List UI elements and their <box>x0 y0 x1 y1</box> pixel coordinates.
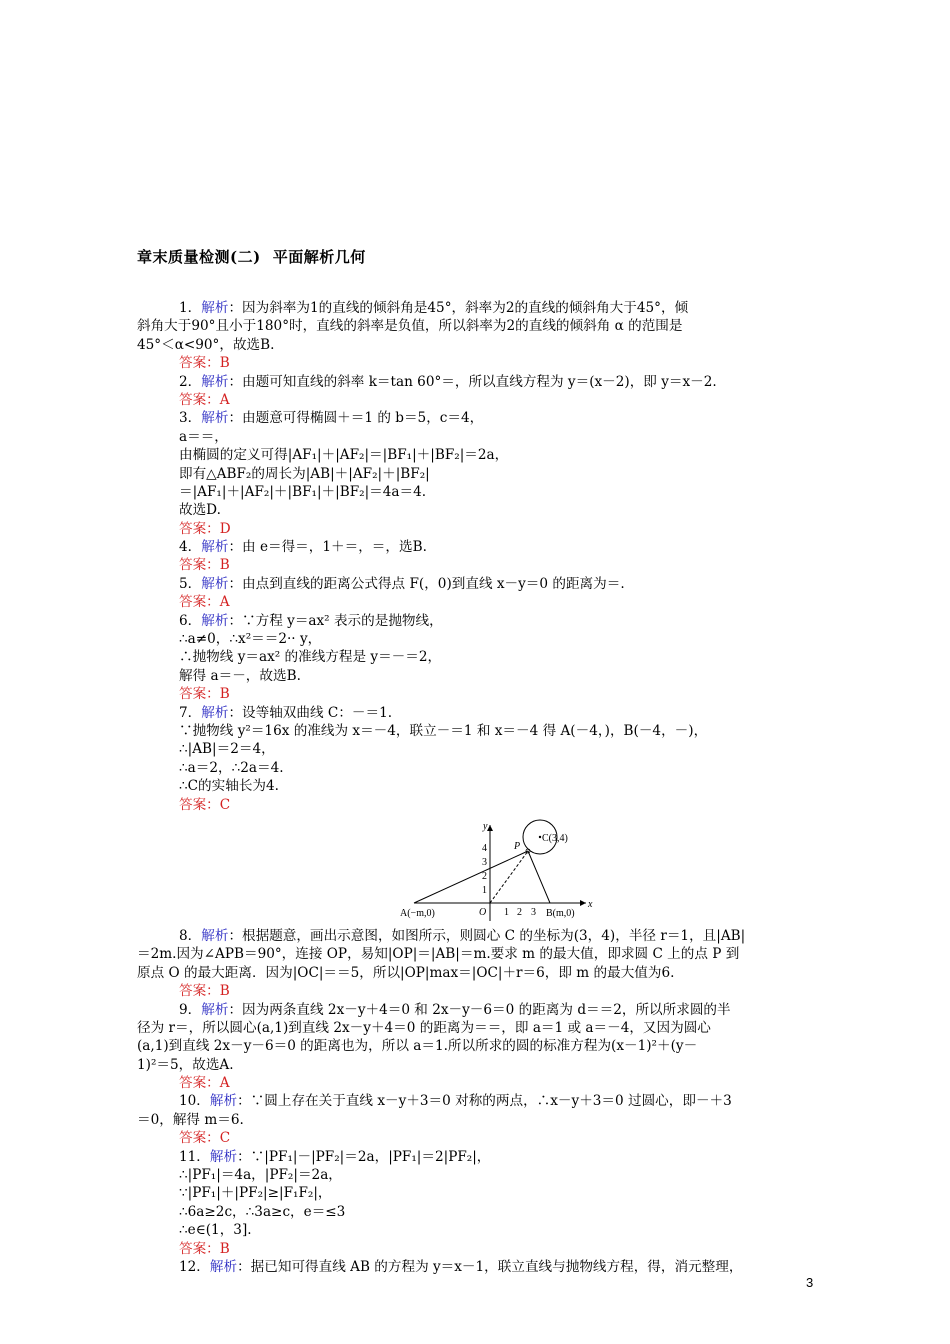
point-c-label: C(3,4) <box>542 832 568 844</box>
y-axis-arrow <box>487 825 493 831</box>
q10-line1: 10．解析：∵圆上存在关于直线 x－y＋3＝0 对称的两点，∴x－y＋3＝0 过圆心，即－＋3 <box>179 1093 732 1110</box>
q8-answer: 答案：B <box>179 983 230 1000</box>
q2-line1: 2．解析：由题可知直线的斜率 k＝tan 60°＝，所以直线方程为 y＝(x－2)，即 y＝x－2. <box>179 373 717 390</box>
q6-line4: 解得 a＝－，故选B. <box>179 667 301 684</box>
q5-line1: 5．解析：由点到直线的距离公式得点 F(，0)到直线 x－y＝0 的距离为＝. <box>179 575 625 592</box>
q1-line2: 斜角大于90°且小于180°时，直线的斜率是负值，所以斜率为2的直线的倾斜角 α 的范围是 <box>137 318 683 335</box>
jiexi-label: 解析 <box>201 612 229 629</box>
q9-line4: 1)²＝5，故选A. <box>137 1056 234 1073</box>
q11-line2: ∴|PF₁|＝4a，|PF₂|＝2a， <box>179 1167 342 1184</box>
jiexi-label: 解析 <box>209 1258 238 1275</box>
q9-answer: 答案：A <box>179 1075 230 1092</box>
jiexi-label: 解析 <box>201 1001 229 1018</box>
q9-line3: (a,1)到直线 2x－y－6＝0 的距离也为，所以 a＝1.所以所求的圆的标准方程为(x－1)²＋(y－ <box>137 1038 698 1055</box>
origin-label: O <box>479 906 487 918</box>
q6-line2: ∴a≠0，∴x²＝＝2·· y， <box>179 631 322 648</box>
y-tick-2: 2 <box>482 870 487 882</box>
q3-line3: 由椭圆的定义可得|AF₁|＋|AF₂|＝|BF₁|＋|BF₂|＝2a， <box>179 447 509 464</box>
q3-line1: 3．解析：由题意可得椭圆＋＝1 的 b＝5，c＝4， <box>179 410 484 427</box>
q11-line4: ∴6a≥2c，∴3a≥c，e＝≤3 <box>179 1203 346 1220</box>
page-number: 3 <box>806 1275 814 1290</box>
y-tick-1: 1 <box>482 884 487 896</box>
point-a-label: A(−m,0) <box>400 907 435 919</box>
coordinate-diagram <box>400 819 600 925</box>
q6-answer: 答案：B <box>179 686 230 703</box>
q4-answer: 答案：B <box>179 557 230 574</box>
q11-line3: ∵|PF₁|＋|PF₂|≥|F₁F₂|， <box>179 1185 332 1202</box>
q12-line1: 12．解析：据已知可得直线 AB 的方程为 y＝x－1，联立直线与抛物线方程，得，消元整理， <box>179 1258 743 1275</box>
q3-answer: 答案：D <box>179 520 231 537</box>
q4-line1: 4．解析：由 e＝得＝，1＋＝，＝，选B. <box>179 539 427 556</box>
jiexi-label: 解析 <box>201 575 229 592</box>
jiexi-label: 解析 <box>209 1148 238 1165</box>
q7-line4: ∴a＝2，∴2a＝4. <box>179 759 284 776</box>
q9-line1: 9．解析：因为两条直线 2x－y＋4＝0 和 2x－y－6＝0 的距离为 d＝＝2，所以所求圆的半 <box>179 1001 731 1018</box>
jiexi-label: 解析 <box>201 927 229 944</box>
x-tick-1: 1 <box>504 906 509 918</box>
jiexi-label: 解析 <box>209 1093 238 1110</box>
q1-answer: 答案：B <box>179 355 230 372</box>
title-main: 章末质量检测(二) <box>137 248 261 266</box>
solutions-body <box>137 299 817 1276</box>
q2-answer: 答案：A <box>179 391 230 408</box>
q1-line3: 45°＜α<90°，故选B. <box>137 336 275 353</box>
q8-line3: 原点 O 的最大距离．因为|OC|＝＝5，所以|OP|max＝|OC|＋r＝6，即 m 的最大值为6. <box>137 964 675 981</box>
point-p-label: P <box>514 840 521 852</box>
q7-line3: ∴|AB|＝2＝4， <box>179 741 275 758</box>
q6-line1: 6．解析：∵方程 y＝ax² 表示的是抛物线， <box>179 612 443 629</box>
q8-line1: 8．解析：根据题意，画出示意图，如图所示，则圆心 C 的坐标为(3，4)，半径 r＝1，且|AB| <box>179 927 746 944</box>
jiexi-label: 解析 <box>201 704 229 721</box>
q8-line2: ＝2m.因为∠APB＝90°，连接 OP，易知|OP|＝|AB|＝m.要求 m 的最大值，即求圆 C 上的点 P 到 <box>137 946 740 963</box>
jiexi-label: 解析 <box>201 539 229 556</box>
x-axis-arrow <box>580 900 586 906</box>
q3-line5: ＝|AF₁|＋|AF₂|＋|BF₁|＋|BF₂|＝4a＝4. <box>179 483 427 500</box>
jiexi-label: 解析 <box>201 300 229 316</box>
y-tick-4: 4 <box>482 842 487 854</box>
q3-line4: 即有△ABF₂的周长为|AB|＋|AF₂|＋|BF₂| <box>179 465 430 482</box>
title-sub: 平面解析几何 <box>272 248 366 266</box>
y-tick-3: 3 <box>482 856 487 868</box>
jiexi-label: 解析 <box>201 373 229 390</box>
q7-line1: 7．解析：设等轴双曲线 C：－＝1. <box>179 704 393 721</box>
jiexi-label: 解析 <box>201 410 229 427</box>
x-tick-2: 2 <box>517 906 522 918</box>
x-axis-label: x <box>588 898 593 910</box>
line-op-dashed <box>490 851 528 903</box>
point-c-dot <box>539 836 541 838</box>
q11-line5: ∴e∈(1，3]. <box>179 1222 252 1239</box>
y-axis-label: y <box>483 820 488 832</box>
geometry-figure <box>137 819 817 925</box>
line-pb <box>528 851 550 903</box>
q7-line5: ∴C的实轴长为4. <box>179 778 279 795</box>
line-ap <box>414 851 528 903</box>
q3-line6: 故选D. <box>179 502 221 519</box>
section-title <box>137 246 366 267</box>
q11-answer: 答案：B <box>179 1240 230 1257</box>
q9-line2: 径为 r＝，所以圆心(a,1)到直线 2x－y＋4＝0 的距离为＝＝，即 a＝1 或 a＝－4，又因为圆心 <box>137 1019 711 1036</box>
q3-line2: a＝＝， <box>179 428 228 445</box>
x-tick-3: 3 <box>531 906 536 918</box>
q10-line2: ＝0，解得 m＝6. <box>137 1111 244 1128</box>
q6-line3: ∴抛物线 y＝ax² 的准线方程是 y＝－＝2， <box>179 649 442 666</box>
point-b-label: B(m,0) <box>546 907 575 919</box>
q5-answer: 答案：A <box>179 594 230 611</box>
q1-line1: 1．解析：因为斜率为1的直线的倾斜角是45°，斜率为2的直线的倾斜角大于45°，倾 <box>179 300 689 316</box>
q10-answer: 答案：C <box>179 1130 231 1147</box>
q7-line2: ∵抛物线 y²＝16x 的准线为 x＝－4，联立－＝1 和 x＝－4 得 A(－4，)，B(－4，－)， <box>179 722 708 739</box>
q11-line1: 11．解析：∵|PF₁|－|PF₂|＝2a，|PF₁|＝2|PF₂|， <box>179 1148 491 1165</box>
q7-answer: 答案：C <box>179 796 231 813</box>
